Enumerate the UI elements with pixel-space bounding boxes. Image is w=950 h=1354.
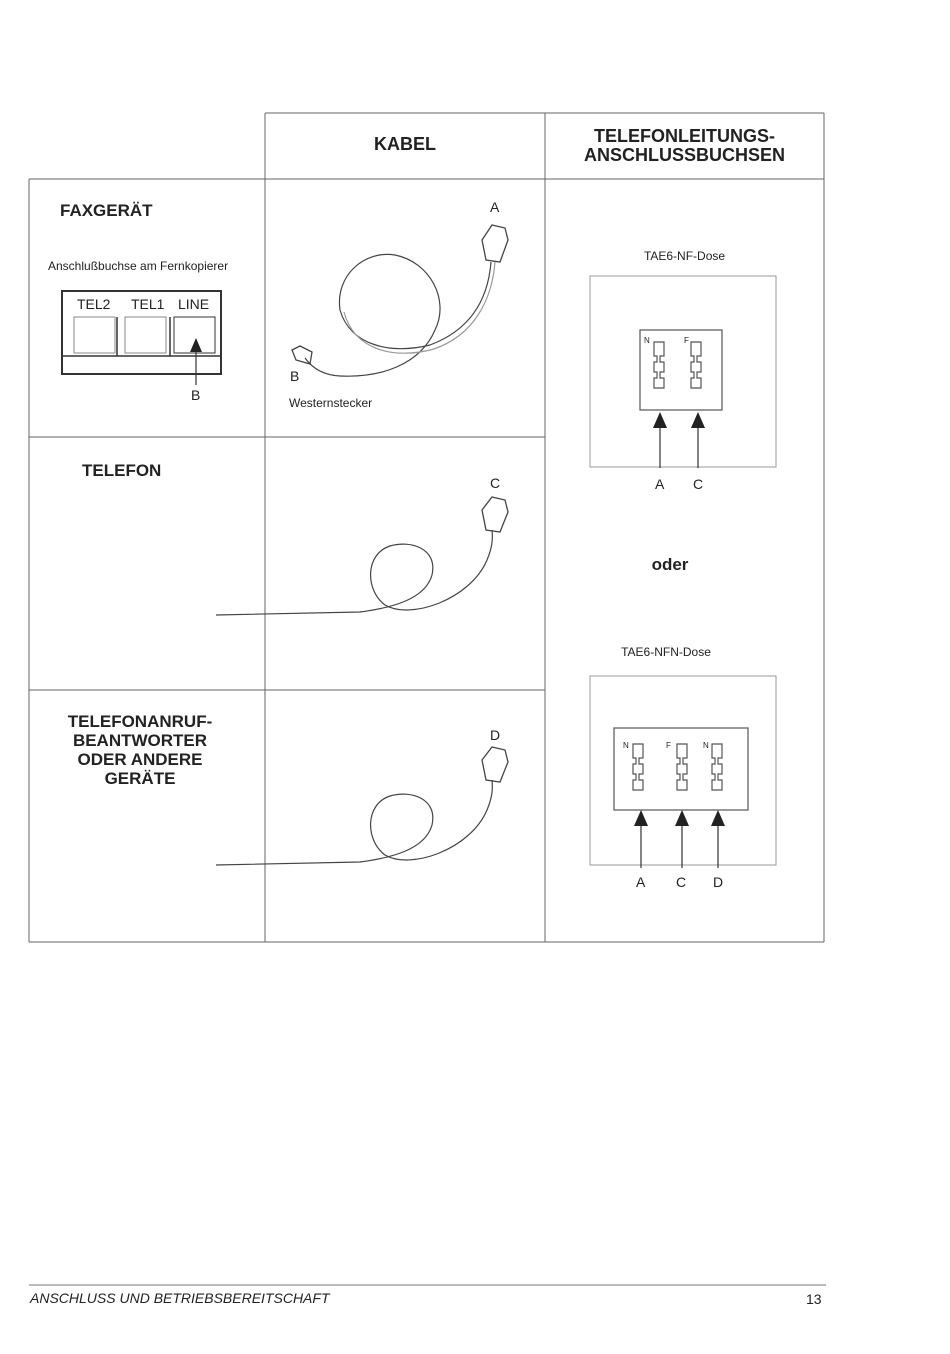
label-b-socket: B	[191, 387, 201, 403]
page-number: 13	[806, 1291, 822, 1307]
device-telefon: TELEFON	[82, 461, 162, 480]
nf-contact-f: F	[684, 336, 689, 345]
telefon-cable	[216, 497, 508, 615]
nfn-contact-f: F	[666, 741, 671, 750]
oder-text: oder	[651, 555, 689, 574]
nfn-label-c: C	[676, 874, 687, 890]
device-anrufbeantworter	[40, 712, 240, 788]
table-grid	[29, 113, 824, 942]
cable-label-a: A	[490, 199, 500, 215]
port-tel2: TEL2	[77, 296, 111, 312]
header-kabel: KABEL	[374, 134, 436, 154]
footer-section-title: ANSCHLUSS UND BETRIEBSBEREITSCHAFT	[30, 1290, 330, 1306]
fax-cable	[292, 225, 508, 376]
cable-caption-westernstecker: Westernstecker	[289, 396, 373, 410]
answering-machine-cable	[216, 747, 508, 865]
nfn-contact-n1: N	[623, 741, 629, 750]
cable-label-b: B	[290, 368, 300, 384]
nf-label-c: C	[693, 476, 704, 492]
cable-label-d: D	[490, 727, 501, 743]
tae6-nf-socket	[590, 276, 776, 468]
fax-socket-caption: Anschlußbuchse am Fernkopierer	[48, 259, 229, 273]
nf-label-a: A	[655, 476, 665, 492]
header-buchsen-line1: TELEFONLEITUNGS-	[594, 126, 775, 146]
device-line1: TELEFONANRUF-	[67, 712, 213, 731]
nf-caption: TAE6-NF-Dose	[643, 249, 726, 263]
nfn-label-d: D	[713, 874, 724, 890]
device-line2: BEANTWORTER	[72, 731, 208, 750]
header-buchsen-line2: ANSCHLUSSBUCHSEN	[583, 145, 785, 165]
cable-label-c: C	[490, 475, 501, 491]
device-line4: GERÄTE	[104, 769, 176, 788]
device-faxgeraet: FAXGERÄT	[60, 201, 153, 220]
nfn-label-a: A	[636, 874, 646, 890]
header-buchsen	[545, 127, 824, 165]
port-line: LINE	[178, 296, 210, 312]
port-tel1: TEL1	[131, 296, 165, 312]
nfn-contact-n2: N	[703, 741, 709, 750]
nf-contact-n: N	[644, 336, 650, 345]
device-line3: ODER ANDERE	[77, 750, 203, 769]
nfn-caption: TAE6-NFN-Dose	[621, 645, 711, 659]
tae6-nfn-socket	[590, 676, 776, 868]
